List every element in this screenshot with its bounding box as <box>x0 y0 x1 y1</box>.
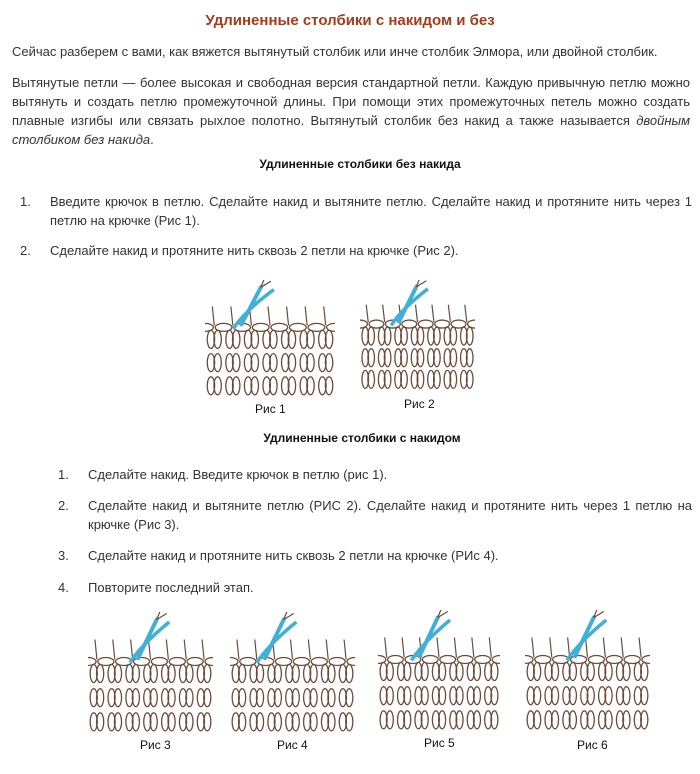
description-paragraph <box>12 73 690 149</box>
description-end: . <box>150 132 154 147</box>
description-text: Вытянутые петли — более высокая и свободная версия стандартной петли. Каждую привычную петлю можно вытянуть и создать петлю промежуточной длины. При помощи этих промежуточных петель можно создать плавные изгибы или связать рыхлое полотно. Вытянутый столбик без накид а также называется <box>12 75 690 128</box>
list-text: Сделайте накид и протяните нить сквозь 2 петли на крючке (РИс 4). <box>88 548 499 563</box>
figure-3-crochet-illustration <box>88 612 213 737</box>
figure-3-caption: Рис 3 <box>140 738 171 752</box>
description-italic: двойным столбиком без накида <box>12 113 690 147</box>
list-number: 2. <box>20 243 31 258</box>
list-number: 1. <box>58 467 69 482</box>
fabric-pattern <box>205 280 335 395</box>
figure-4-crochet-illustration <box>230 612 355 737</box>
figure-6-crochet-illustration <box>525 610 650 735</box>
fabric-pattern <box>378 610 500 729</box>
list-text: Введите крючок в петлю. Сделайте накид и вытяните петлю. Сделайте накид и протяните нить через 1 петлю на крючке (Рис 1). <box>50 194 692 228</box>
figure-6-caption: Рис 6 <box>577 738 608 752</box>
figure-4-caption: Рис 4 <box>277 738 308 752</box>
list-number: 3. <box>58 548 69 563</box>
section-heading-with-yarn-over: Удлиненные столбики с накидом <box>263 431 461 445</box>
fabric-pattern <box>88 612 213 731</box>
figure-1-caption: Рис 1 <box>255 402 286 416</box>
list-number: 1. <box>20 194 31 209</box>
figure-2-caption: Рис 2 <box>404 397 435 411</box>
fabric-pattern <box>360 280 475 388</box>
list-text: Сделайте накид и вытяните петлю (РИС 2). Сделайте накид и протяните нить через 1 петлю на крючке (Рис 3). <box>88 498 692 532</box>
list-text: Сделайте накид. Введите крючок в петлю (рис 1). <box>88 467 388 482</box>
fabric-pattern <box>525 610 650 729</box>
list-number: 2. <box>58 498 69 513</box>
list-number: 4. <box>58 580 69 595</box>
figure-5-caption: Рис 5 <box>424 736 455 750</box>
figure-2-crochet-illustration <box>360 280 475 392</box>
section-heading-no-yarn-over: Удлиненные столбики без накида <box>259 157 461 171</box>
figure-1-crochet-illustration <box>205 280 335 400</box>
page-title: Удлиненные столбики с накидом и без <box>205 12 495 29</box>
list-text: Повторите последний этап. <box>88 580 254 595</box>
list-text: Сделайте накид и протяните нить сквозь 2 петли на крючке (Рис 2). <box>50 243 459 258</box>
figure-5-crochet-illustration <box>378 610 500 735</box>
fabric-pattern <box>230 612 355 731</box>
intro-paragraph: Сейчас разберем с вами, как вяжется вытянутый столбик или инче столбик Элмора, или двойной столбик. <box>12 44 658 59</box>
